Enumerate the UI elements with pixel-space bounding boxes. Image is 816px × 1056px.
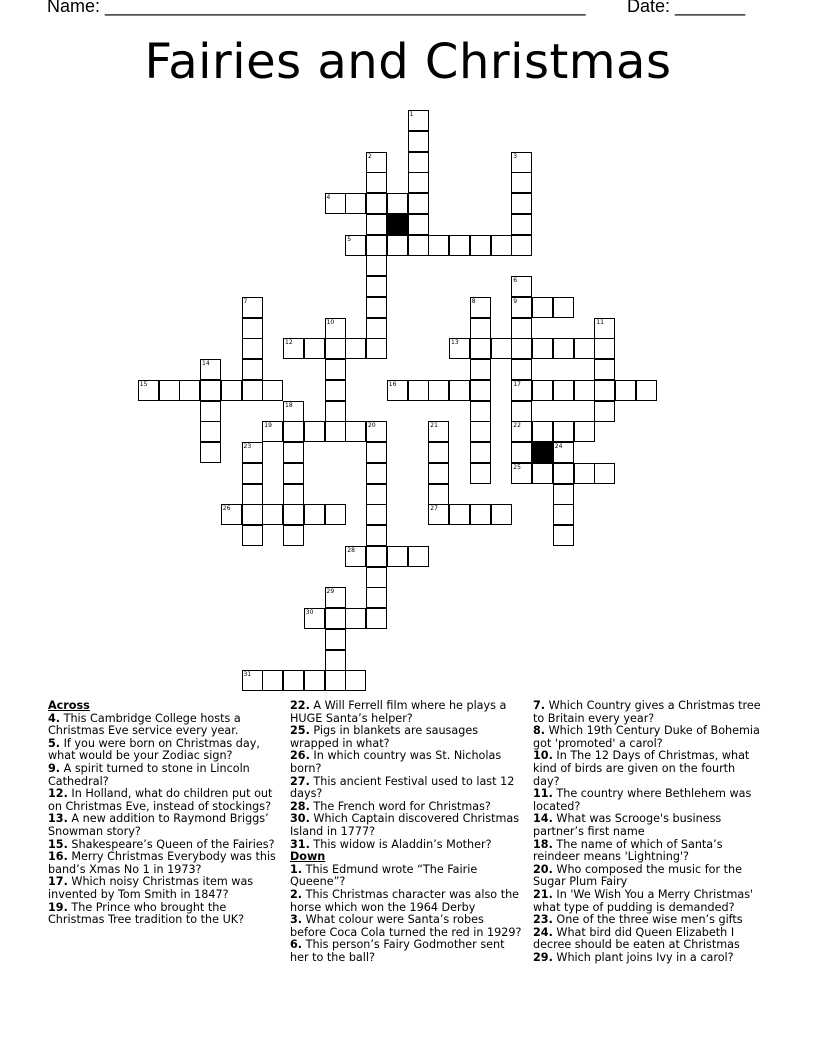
crossword-cell[interactable] [553,338,574,359]
clue-number-label: 5. [48,736,61,750]
clues-column-1 [48,700,280,927]
clue-number: 14 [202,360,210,367]
clue-number-label: 12. [48,787,68,801]
clue-number: 9 [513,297,518,305]
crossword-cell[interactable] [366,338,387,359]
crossword-cell[interactable] [325,421,346,442]
crossword-cell[interactable] [511,338,532,359]
crossword-cell[interactable] [387,546,408,567]
crossword-cell[interactable] [366,525,387,546]
crossword-cell[interactable] [221,504,242,525]
clue-number-label: 21. [533,887,553,901]
clue-text: This Christmas character was also the horse which won the 1964 Derby [290,887,520,914]
crossword-cell[interactable] [511,214,532,235]
crossword-cell[interactable] [366,172,387,193]
down-clue [533,700,765,725]
clue-number: 6 [513,277,518,284]
crossword-cell[interactable] [325,401,346,422]
crossword-cell[interactable] [366,608,387,629]
clue-number-label: 26. [290,749,310,763]
crossword-cell[interactable] [242,318,263,339]
crossword-cell[interactable] [345,670,366,691]
crossword-cell[interactable] [594,401,615,422]
crossword-cell[interactable] [594,359,615,380]
crossword-cell[interactable] [283,401,304,422]
crossword-cell[interactable] [615,380,636,401]
crossword-cell[interactable] [594,463,615,484]
across-clue [48,902,280,927]
clue-text: In Holland, what do children put out on Christmas Eve, instead of stockings? [48,787,273,813]
clue-number-label: 8. [533,724,546,738]
clue-number: 25 [513,463,521,471]
crossword-cell[interactable] [283,421,304,442]
crossword-cell[interactable] [366,297,387,318]
crossword-cell[interactable] [470,318,491,339]
clues-column-3 [533,700,765,964]
clue-number: 29 [326,588,335,596]
crossword-cell[interactable] [428,380,449,401]
clue-number: 11 [596,318,604,326]
crossword-cell[interactable] [242,380,263,401]
clue-number-label: 13. [48,812,68,826]
clue-number-label: 11. [533,787,553,801]
crossword-cell[interactable] [221,380,242,401]
clue-number-label: 3. [290,913,303,927]
crossword-cell[interactable] [511,193,532,214]
crossword-cell[interactable] [553,297,574,318]
crossword-cell[interactable] [408,152,429,173]
clue-number-label: 4. [48,711,61,725]
clue-text: Who composed the music for the Sugar Plum Fairy [533,862,743,889]
crossword-cell[interactable] [325,608,346,629]
crossword-cell[interactable] [304,338,325,359]
down-clue [533,864,765,889]
crossword-cell[interactable] [428,442,449,463]
crossword-cell[interactable] [511,152,532,173]
page-title: Fairies and Christmas [144,34,672,90]
clue-text: What bird did Queen Elizabeth I decree should be eaten at Christmas [533,925,740,952]
crossword-cell[interactable] [553,463,574,484]
crossword-cell[interactable] [262,670,283,691]
clue-number-label: 25. [290,724,310,738]
crossword-cell[interactable] [242,670,263,691]
clue-text: This Cambridge College hosts a Christmas Eve service every year. [48,711,241,738]
clues-column-2 [290,700,522,964]
across-clue [48,851,280,876]
crossword-cell[interactable] [262,421,283,442]
clue-number: 5 [347,235,352,243]
clue-number: 8 [471,297,476,305]
across-clue [48,763,280,788]
down-clue [533,813,765,838]
clue-text: Merry Christmas Everybody was this band’s Xmas No 1 in 1973? [48,850,276,876]
crossword-cell[interactable] [532,297,553,318]
down-clue [533,788,765,813]
crossword-cell[interactable] [283,670,304,691]
crossword-cell[interactable] [449,504,470,525]
clue-number: 21 [430,422,438,430]
crossword-cell[interactable] [511,359,532,380]
crossword-cell[interactable] [242,463,263,484]
crossword-cell[interactable] [532,463,553,484]
crossword-cell[interactable] [553,442,574,463]
crossword-cell[interactable] [553,484,574,505]
crossword-cell[interactable] [594,380,615,401]
clue-number-label: 9. [48,761,61,775]
crossword-cell[interactable] [574,338,595,359]
crossword-cell[interactable] [532,380,553,401]
crossword-cell[interactable] [408,110,429,131]
clue-text: In 'We Wish You a Merry Christmas' what type of pudding is demanded? [533,887,754,914]
crossword-cell[interactable] [304,421,325,442]
down-clue [290,914,522,939]
clue-number-label: 15. [48,837,68,851]
clue-number-label: 19. [48,900,68,914]
crossword-cell[interactable] [491,338,512,359]
clue-number: 12 [285,339,293,347]
crossword-cell[interactable] [408,214,429,235]
crossword-cell[interactable] [200,442,221,463]
crossword-cell[interactable] [345,608,366,629]
crossword-cell[interactable] [408,172,429,193]
crossword-cell[interactable] [325,380,346,401]
clue-number-label: 1. [290,862,303,876]
clue-number: 1 [409,111,414,118]
across-clue [48,788,280,813]
crossword-cell[interactable] [491,235,512,256]
crossword-cell[interactable] [283,442,304,463]
crossword-cell[interactable] [366,276,387,297]
clue-text: A Will Ferrell film where he plays a HUGE Santa’s helper? [290,699,507,725]
clue-number: 19 [264,422,272,430]
crossword-cell[interactable] [283,484,304,505]
clue-text: This ancient Festival used to last 12 days? [290,774,515,801]
clue-number-label: 10. [533,749,553,763]
crossword-cell[interactable] [179,380,200,401]
crossword-cell[interactable] [449,338,470,359]
down-clue [533,839,765,864]
clue-number-label: 22. [290,699,310,712]
crossword-cell[interactable] [325,338,346,359]
crossword-cell[interactable] [574,421,595,442]
clue-number-label: 24. [533,925,553,939]
crossword-cell[interactable] [553,380,574,401]
crossword-cell[interactable] [159,380,180,401]
crossword-cell[interactable] [283,525,304,546]
across-clue [290,750,522,775]
crossword-cell[interactable] [242,359,263,380]
crossword-cell[interactable] [366,214,387,235]
clue-number: 2 [368,152,372,160]
clue-number: 18 [285,401,293,409]
clue-number-label: 6. [290,938,303,952]
down-clue [533,725,765,750]
crossword-cell[interactable] [428,235,449,256]
crossword-cell[interactable] [449,380,470,401]
crossword-cell[interactable] [242,442,263,463]
crossword-cell[interactable] [366,152,387,173]
clue-text: The name of which of Santa’s reindeer means 'Lightning'? [533,837,723,864]
down-clue [533,927,765,952]
date-field-label: Date: _______ [627,0,746,16]
clue-text: Which 19th Century Duke of Bohemia got 'promoted' a carol? [533,724,760,750]
clue-number-label: 23. [533,913,553,927]
clue-text: The Prince who brought the Christmas Tree tradition to the UK? [48,900,245,927]
crossword-cell[interactable] [325,670,346,691]
clue-text: The French word for Christmas? [313,799,491,813]
down-clue [290,889,522,914]
down-clue [290,864,522,889]
crossword-cell[interactable] [304,608,325,629]
across-clue [48,813,280,838]
crossword-cell[interactable] [408,380,429,401]
crossword-cell[interactable] [345,338,366,359]
crossword-cell[interactable] [408,235,429,256]
clue-number-label: 31. [290,837,310,851]
crossword-cell[interactable] [387,193,408,214]
clue-number: 15 [139,380,148,388]
clue-text: This Edmund wrote “The Fairie Queene”? [290,862,478,889]
across-clue [48,713,280,738]
clue-text: This widow is Aladdin’s Mother? [313,837,492,851]
crossword-cell[interactable] [262,504,283,525]
crossword-cell[interactable] [511,276,532,297]
crossword-cell[interactable] [470,401,491,422]
clue-text: Which noisy Christmas item was invented by Tom Smith in 1847? [48,875,254,901]
across-clue [48,876,280,901]
across-clue [290,725,522,750]
clue-text: A new addition to Raymond Briggs’ Snowman story? [48,812,269,838]
crossword-cell[interactable] [387,380,408,401]
crossword-cell[interactable] [428,504,449,525]
crossword-cell[interactable] [345,235,366,256]
crossword-cell[interactable] [283,504,304,525]
crossword-cell[interactable] [511,172,532,193]
crossword-cell[interactable] [491,504,512,525]
crossword-cell[interactable] [283,463,304,484]
clue-text: This person’s Fairy Godmother sent her to the ball? [290,938,505,964]
clue-text: Which Country gives a Christmas tree to Britain every year? [533,699,761,725]
crossword-cell[interactable] [470,463,491,484]
crossword-cell[interactable] [262,380,283,401]
clue-number: 26 [222,505,231,513]
crossword-cell[interactable] [366,442,387,463]
crossword-cell[interactable] [511,421,532,442]
crossword-cell[interactable] [366,235,387,256]
crossword-cell[interactable] [408,131,429,152]
clue-number: 24 [554,443,563,450]
clue-text: In which country was St. Nicholas born? [290,749,502,775]
clue-number-label: 14. [533,812,553,826]
crossword-cell[interactable] [366,318,387,339]
crossword-cell[interactable] [242,484,263,505]
crossword-cell[interactable] [511,318,532,339]
crossword-cell[interactable] [470,504,491,525]
crossword-cell[interactable] [428,463,449,484]
clue-number-label: 7. [533,699,546,712]
clue-number: 30 [305,609,314,616]
crossword-cell[interactable] [325,193,346,214]
crossword-cell[interactable] [138,380,159,401]
crossword-cell[interactable] [304,670,325,691]
clue-number: 23 [243,443,252,450]
clue-number: 28 [347,546,355,554]
crossword-cell[interactable] [553,504,574,525]
clue-number: 31 [243,671,252,679]
crossword-cell[interactable] [594,338,615,359]
crossword-cell[interactable] [428,484,449,505]
crossword-cell[interactable] [325,318,346,339]
down-clue [533,750,765,788]
crossword-cell[interactable] [408,193,429,214]
crossword-cell[interactable] [366,587,387,608]
clue-number: 22 [513,422,521,430]
crossword-cell[interactable] [511,235,532,256]
crossword-cell[interactable] [511,463,532,484]
crossword-cell[interactable] [470,380,491,401]
crossword-cell[interactable] [366,504,387,525]
crossword-cell[interactable] [200,380,221,401]
crossword-cell[interactable] [366,567,387,588]
clue-number: 13 [451,339,459,347]
crossword-cell[interactable] [345,546,366,567]
clue-number: 7 [243,297,248,305]
crossword-cell[interactable] [304,504,325,525]
down-clue [290,939,522,964]
crossword-cell[interactable] [242,504,263,525]
clue-number-label: 18. [533,837,553,851]
crossword-cell[interactable] [366,463,387,484]
clue-number: 17 [513,380,521,388]
crossword-cell[interactable] [242,525,263,546]
crossword-cell[interactable] [470,421,491,442]
crossword-block [387,214,408,235]
clue-number-label: 29. [533,950,553,964]
crossword-cell[interactable] [470,297,491,318]
across-heading: Across [48,699,90,712]
crossword-cell[interactable] [511,401,532,422]
crossword-cell[interactable] [242,338,263,359]
crossword-cell[interactable] [553,421,574,442]
clue-number: 27 [430,505,438,513]
clue-number-label: 30. [290,812,310,826]
crossword-cell[interactable] [325,359,346,380]
down-clue [533,889,765,914]
crossword-cell[interactable] [470,442,491,463]
clue-number: 4 [326,194,331,201]
crossword-cell[interactable] [470,235,491,256]
clue-number-label: 20. [533,862,553,876]
crossword-cell[interactable] [366,193,387,214]
crossword-cell[interactable] [366,484,387,505]
crossword-cell[interactable] [200,421,221,442]
clue-number-label: 16. [48,850,68,864]
crossword-cell[interactable] [366,255,387,276]
crossword-cell[interactable] [636,380,657,401]
crossword-cell[interactable] [283,338,304,359]
crossword-cell[interactable] [532,338,553,359]
crossword-cell[interactable] [200,359,221,380]
clue-text: In The 12 Days of Christmas, what kind of birds are given on the fourth day? [533,749,750,788]
crossword-cell[interactable] [325,629,346,650]
down-clue [533,952,765,965]
crossword-cell[interactable] [345,421,366,442]
crossword-cell[interactable] [511,442,532,463]
crossword-cell[interactable] [532,421,553,442]
crossword-cell[interactable] [325,504,346,525]
across-clue [290,700,522,725]
clue-number: 3 [513,152,518,160]
clue-number-label: 17. [48,875,68,889]
clue-text: What was Scrooge's business partner’s first name [533,812,722,838]
clue-number-label: 2. [290,887,303,901]
clue-text: The country where Bethlehem was located? [533,787,752,813]
clue-number-label: 28. [290,799,310,813]
crossword-cell[interactable] [242,297,263,318]
crossword-cell[interactable] [408,546,429,567]
crossword-cell[interactable] [366,421,387,442]
crossword-cell[interactable] [200,401,221,422]
clue-text: One of the three wise men’s gifts [556,913,743,927]
crossword-cell[interactable] [428,421,449,442]
crossword-cell[interactable] [511,297,532,318]
clue-number: 20 [368,422,376,430]
clue-text: Shakespeare’s Queen of the Fairies? [71,837,275,851]
crossword-cell[interactable] [511,380,532,401]
crossword-cell[interactable] [574,380,595,401]
crossword-cell[interactable] [470,359,491,380]
clue-text: A spirit turned to stone in Lincoln Cathedral? [48,761,250,788]
clue-text: What colour were Santa’s robes before Coca Cola turned the red in 1929? [290,913,522,939]
crossword-block [532,442,553,463]
crossword-cell[interactable] [594,318,615,339]
clue-text: Pigs in blankets are sausages wrapped in what? [290,724,479,750]
crossword-cell[interactable] [449,235,470,256]
crossword-cell[interactable] [366,546,387,567]
clue-number-label: 27. [290,774,310,788]
name-field-label: Name: ________________________________________________ [47,0,586,16]
clue-text: If you were born on Christmas day, what would be your Zodiac sign? [48,736,260,763]
across-clue [290,813,522,838]
clue-number: 16 [388,380,397,388]
crossword-cell[interactable] [325,650,346,671]
crossword-cell[interactable] [325,587,346,608]
crossword-cell[interactable] [345,193,366,214]
crossword-cell[interactable] [387,235,408,256]
clue-text: Which plant joins Ivy in a carol? [556,950,734,964]
crossword-cell[interactable] [574,463,595,484]
across-clue [48,738,280,763]
clue-text: Which Captain discovered Christmas Island in 1777? [290,812,520,838]
crossword-cell[interactable] [470,338,491,359]
down-heading: Down [290,850,326,864]
across-clue [290,776,522,801]
clue-number: 10 [326,318,335,326]
crossword-cell[interactable] [553,525,574,546]
